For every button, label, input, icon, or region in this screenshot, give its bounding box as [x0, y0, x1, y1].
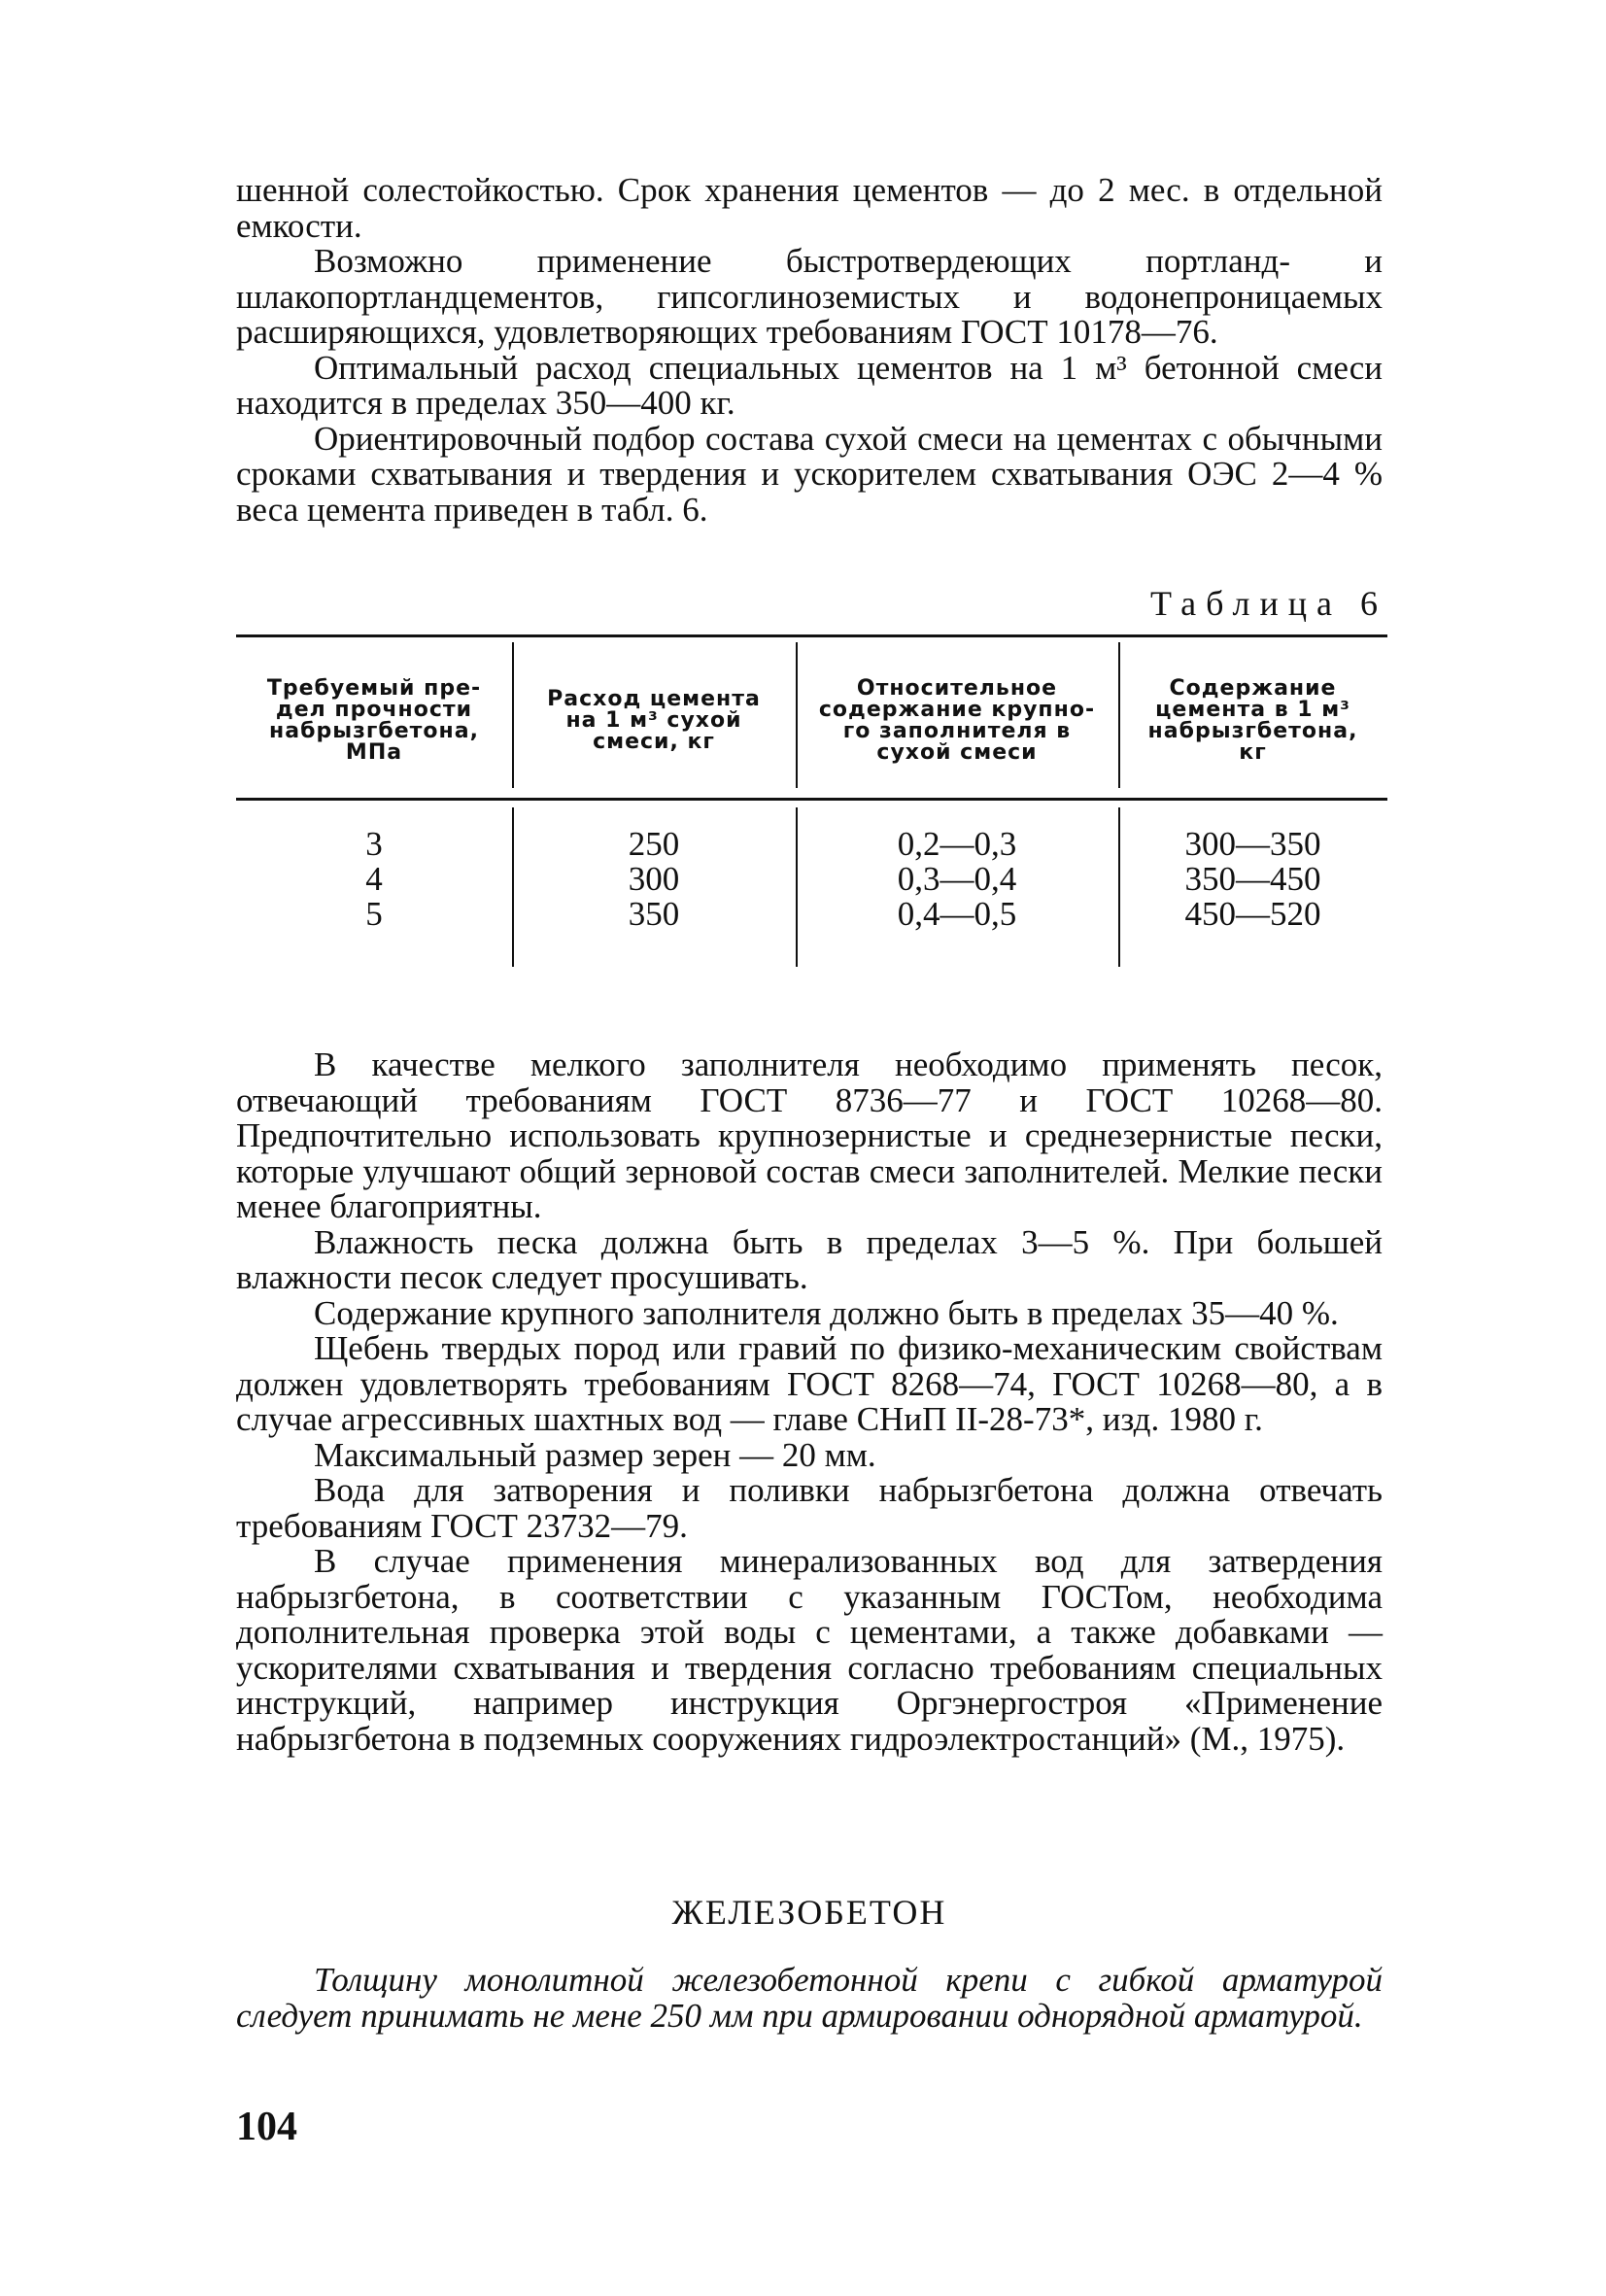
table-cell: 5 — [365, 895, 383, 933]
table-cell: 450—520 — [1184, 895, 1321, 933]
table-caption: Таблица 6 — [1150, 584, 1387, 623]
paragraph: Максимальный размер зерен — 20 мм. — [314, 1435, 876, 1474]
table-cell: 0,4—0,5 — [897, 895, 1017, 933]
header-line: набрызгбетона, — [269, 719, 479, 743]
table-column — [512, 827, 796, 932]
table-cell: 350 — [628, 895, 680, 933]
column-header — [796, 658, 1118, 784]
paragraph: Толщину монолитной железобетонной крепи с гибкой арматурой следует принимать не мене 250 мм при армировании однорядной арматурой. — [236, 1961, 1383, 2035]
table-top-rule — [236, 634, 1387, 637]
body-text — [236, 1047, 1383, 1757]
header-line: набрызгбетона, — [1147, 719, 1358, 743]
header-line: на 1 м³ сухой — [565, 708, 742, 733]
table-column — [236, 827, 512, 932]
table-column — [1118, 827, 1387, 932]
paragraph: Оптимальный расход специальных цементов на 1 м³ бетонной смеси находится в пределах 350—400 кг. — [236, 348, 1383, 422]
header-line: Расход цемента — [547, 687, 761, 711]
paragraph: Влажность песка должна быть в пределах 3—5 %. При большей влажности песок следует просушивать. — [236, 1222, 1383, 1296]
table-cell: 250 — [628, 825, 680, 863]
paragraph: В качестве мелкого заполнителя необходимо применять песок, отвечающий требованиям ГОСТ 8736—77 и ГОСТ 10268—80. Предпочтительно использовать крупнозернистые и среднезернистые пески, которые улучшают общий зерновой состав смеси заполнителей. Мелкие пески менее благоприятны. — [236, 1045, 1383, 1225]
paragraph: Щебень твердых пород или гравий по физико-механическим свойствам должен удовлетворять требованиям ГОСТ 8268—74, ГОСТ 10268—80, а в случае агрессивных шахтных вод — главе СНиП II-28-73*, изд. 1980 г. — [236, 1329, 1383, 1438]
header-line: цемента в 1 м³ — [1155, 698, 1350, 722]
table-header-rule — [236, 798, 1387, 801]
header-line: МПа — [345, 740, 403, 765]
header-line: содержание крупно- — [818, 698, 1096, 722]
header-line: сухой смеси — [876, 740, 1038, 765]
column-header — [236, 658, 512, 784]
page-number: 104 — [236, 2105, 297, 2149]
table-cell: 0,2—0,3 — [897, 825, 1017, 863]
header-line: го заполнителя в — [842, 719, 1072, 743]
column-header — [1118, 658, 1387, 784]
section-text — [236, 1963, 1383, 2034]
table-cell: 4 — [365, 860, 383, 898]
table-cell: 300—350 — [1184, 825, 1321, 863]
paragraph: Содержание крупного заполнителя должно быть в пределах 35—40 %. — [314, 1293, 1339, 1332]
paragraph: шенной солестойкостью. Срок хранения цементов — до 2 мес. в отдельной емкости. — [236, 171, 1383, 245]
header-line: смеси, кг — [593, 730, 715, 754]
table-cell: 300 — [628, 860, 680, 898]
header-line: Относительное — [856, 676, 1058, 701]
table-cell: 3 — [365, 825, 383, 863]
paragraph: Ориентировочный подбор состава сухой смеси на цементах с обычными сроками схватывания и твердения и ускорителем схватывания ОЭС 2—4 % веса цемента приведен в табл. 6. — [236, 419, 1383, 529]
header-line: Содержание — [1169, 676, 1337, 701]
table-column — [796, 827, 1118, 932]
column-header — [512, 658, 796, 784]
header-line: Требуемый пре- — [266, 676, 482, 701]
paragraph: Вода для затворения и поливки набрызгбетона должна отвечать требованиям ГОСТ 23732—79. — [236, 1471, 1383, 1545]
table-cell: 350—450 — [1184, 860, 1321, 898]
header-line: дел прочности — [275, 698, 473, 722]
header-line: кг — [1239, 740, 1267, 765]
section-heading: ЖЕЛЕЗОБЕТОН — [671, 1893, 947, 1932]
intro-text — [236, 173, 1383, 528]
paragraph: В случае применения минерализованных вод для затвердения набрызгбетона, в соответствии с указанным ГОСТом, необходима дополнительная проверка этой воды с цементами, а также добавками — ускорителями схватывания и твердения согласно требованиям специальных инструкций, например инструкция Оргэнергостроя «Применение набрызгбетона в подземных сооружениях гидроэлектростанций» (М., 1975). — [236, 1542, 1383, 1758]
paragraph: Возможно применение быстротвердеющих портланд- и шлакопортландцементов, гипсоглиноземистых и водонепроницаемых расширяющихся, удовлетворяющих требованиям ГОСТ 10178—76. — [236, 242, 1383, 351]
table-cell: 0,3—0,4 — [897, 860, 1017, 898]
